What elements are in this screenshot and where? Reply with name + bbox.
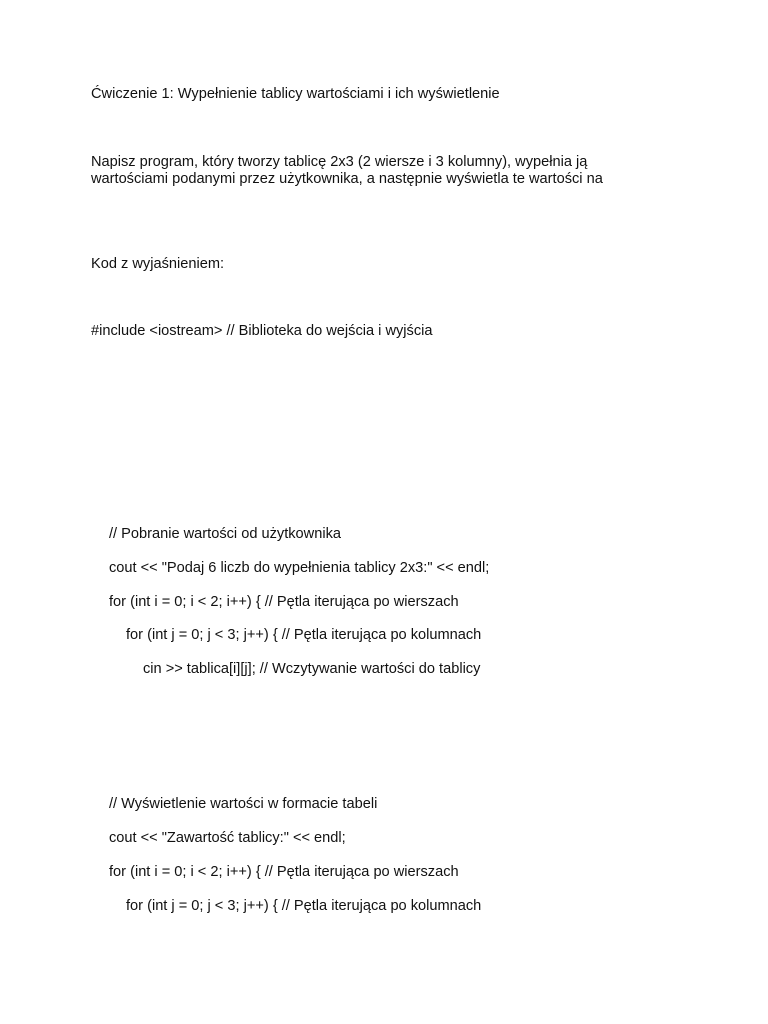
code-line-for-rows-1: for (int i = 0; i < 2; i++) { // Pętla iterująca po wierszach: [109, 594, 459, 610]
code-line-comment-output: // Wyświetlenie wartości w formacie tabeli: [109, 796, 378, 812]
code-heading: Kod z wyjaśnieniem:: [91, 256, 225, 272]
code-line-for-cols-1: for (int j = 0; j < 3; j++) { // Pętla iterująca po kolumnach: [126, 627, 482, 643]
code-line-cin: cin >> tablica[i][j]; // Wczytywanie wartości do tablicy: [143, 661, 481, 677]
code-line-comment-input: // Pobranie wartości od użytkownika: [109, 526, 341, 542]
code-line-for-cols-2: for (int j = 0; j < 3; j++) { // Pętla iterująca po kolumnach: [126, 898, 482, 914]
code-line-include: #include <iostream> // Biblioteka do wejścia i wyjścia: [91, 323, 433, 339]
exercise-title: Ćwiczenie 1: Wypełnienie tablicy wartościami i ich wyświetlenie: [91, 86, 500, 102]
code-line-cout-content: cout << "Zawartość tablicy:" << endl;: [109, 830, 346, 846]
code-line-cout-prompt: cout << "Podaj 6 liczb do wypełnienia tablicy 2x3:" << endl;: [109, 560, 490, 576]
intro-line-1: Napisz program, który tworzy tablicę 2x3 (2 wiersze i 3 kolumny), wypełnia ją: [91, 154, 588, 170]
intro-line-2: wartościami podanymi przez użytkownika, a następnie wyświetla te wartości na: [91, 171, 603, 187]
code-line-for-rows-2: for (int i = 0; i < 2; i++) { // Pętla iterująca po wierszach: [109, 864, 459, 880]
